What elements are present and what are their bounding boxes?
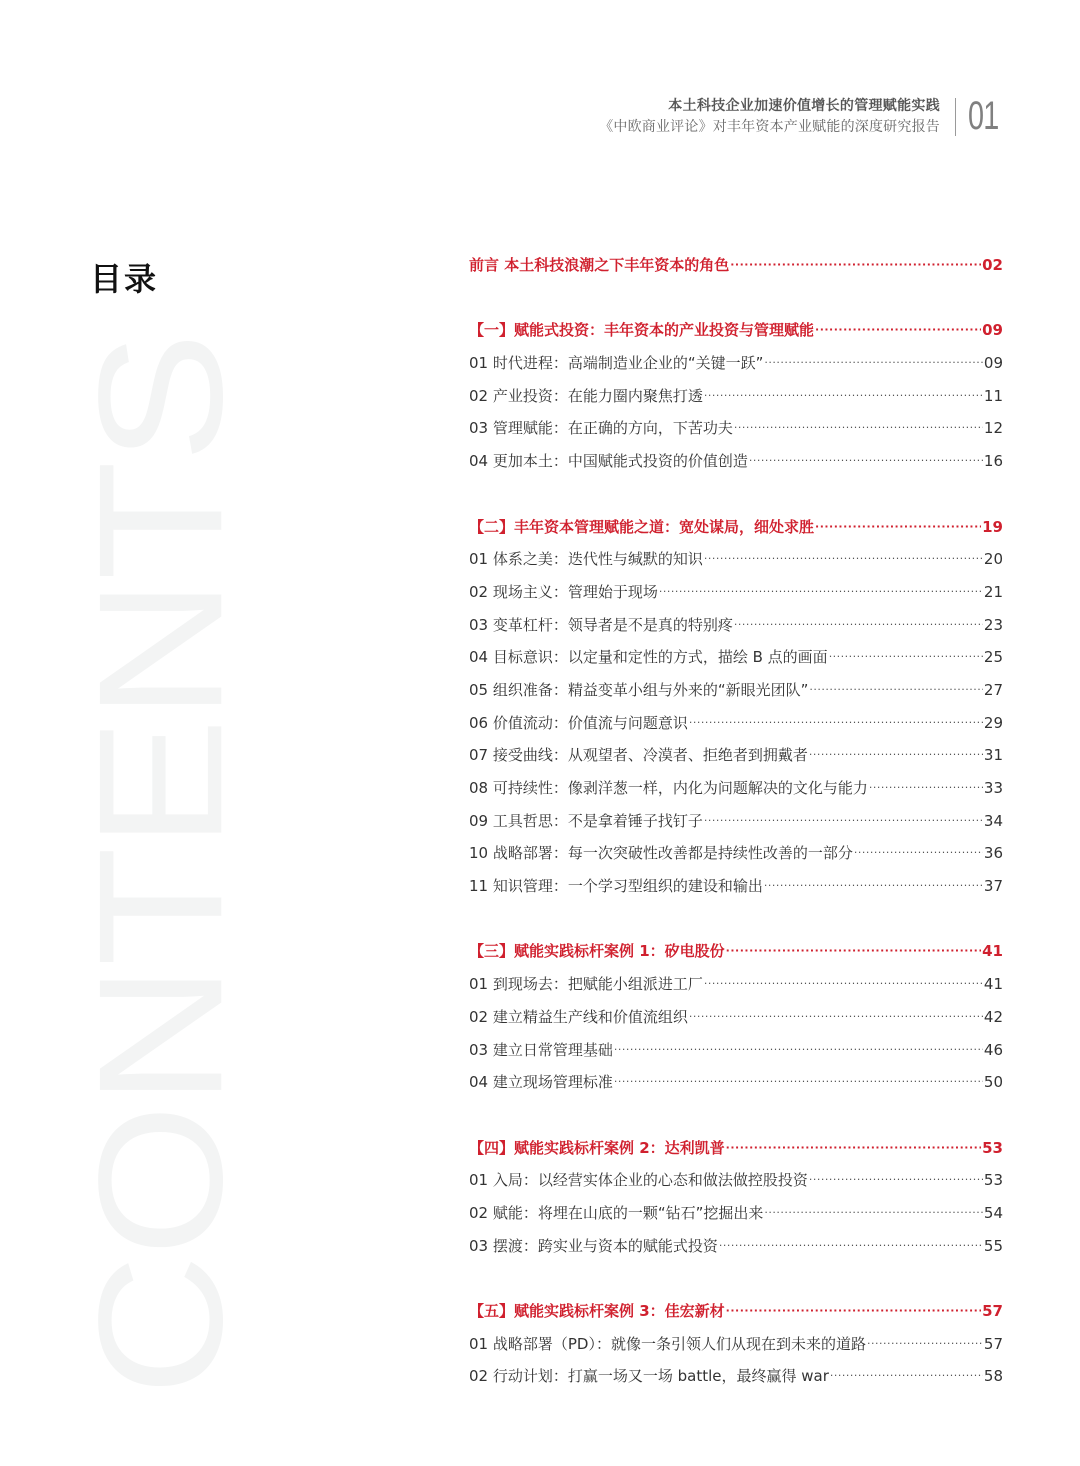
toc-entry-label: 06 价值流动：价值流与问题意识 — [469, 713, 688, 732]
toc-item[interactable] — [469, 1039, 1003, 1072]
toc-entry-page: 19 — [982, 517, 1003, 536]
dot-leader — [734, 421, 983, 434]
dot-leader — [815, 520, 981, 533]
toc-entry-label: 03 管理赋能：在正确的方向，下苦功夫 — [469, 419, 733, 438]
toc-chapter-3[interactable] — [469, 940, 1003, 973]
toc-entry-page: 50 — [983, 1073, 1003, 1092]
toc-entry-page: 09 — [983, 354, 1003, 373]
toc-item[interactable] — [469, 842, 1003, 875]
toc-entry-label: 前言 本土科技浪潮之下丰年资本的角色 — [469, 256, 730, 274]
toc-entry-label: 02 产业投资：在能力圈内聚焦打透 — [469, 386, 703, 405]
toc-entry-label: 05 组织准备：精益变革小组与外来的“新眼光团队” — [469, 680, 809, 699]
page-header — [0, 96, 1080, 138]
report-subtitle: 《中欧商业评论》对丰年资本产业赋能的深度研究报告 — [599, 119, 940, 135]
toc-chapter-4[interactable] — [469, 1137, 1003, 1170]
toc-entry-page: 16 — [983, 452, 1003, 471]
toc-entry-page: 27 — [983, 680, 1003, 699]
toc-entry-label: 【一】赋能式投资：丰年资本的产业投资与管理赋能 — [469, 321, 815, 340]
toc-entry-page: 42 — [983, 1007, 1003, 1026]
report-title: 本土科技企业加速价值增长的管理赋能实践 — [668, 98, 940, 114]
toc-entry-label: 10 战略部署：每一次突破性改善都是持续性改善的一部分 — [469, 844, 853, 863]
dot-leader — [854, 846, 983, 859]
dot-leader — [689, 1010, 983, 1023]
toc-entry-page: 54 — [983, 1203, 1003, 1222]
toc-entry-label: 04 更加本土：中国赋能式投资的价值创造 — [469, 452, 748, 471]
toc-item[interactable] — [469, 385, 1003, 418]
toc-chapter-2[interactable] — [469, 516, 1003, 549]
toc-item[interactable] — [469, 777, 1003, 810]
toc-entry-page: 37 — [983, 877, 1003, 896]
toc-entry-label: 04 目标意识：以定量和定性的方式，描绘 B 点的画面 — [469, 648, 828, 667]
dot-leader — [734, 618, 983, 631]
header-text-block — [599, 96, 940, 138]
toc-entry-page: 20 — [983, 550, 1003, 569]
dot-leader — [764, 879, 983, 892]
toc-entry-page: 31 — [983, 746, 1003, 765]
dot-leader — [730, 258, 981, 271]
toc-entry-page: 23 — [983, 615, 1003, 634]
dot-leader — [764, 1206, 983, 1219]
toc-item[interactable] — [469, 1169, 1003, 1202]
dot-leader — [869, 781, 983, 794]
toc-item[interactable] — [469, 744, 1003, 777]
toc-entry-label: 02 建立精益生产线和价值流组织 — [469, 1007, 688, 1026]
dot-leader — [749, 454, 983, 467]
toc-entry-page: 02 — [982, 256, 1003, 274]
toc-entry-page: 33 — [983, 779, 1003, 797]
toc-entry-page: 12 — [983, 419, 1003, 438]
toc-item[interactable] — [469, 450, 1003, 483]
toc-entry-page: 46 — [983, 1040, 1003, 1059]
toc-item[interactable] — [469, 973, 1003, 1006]
page-number: 01 — [968, 94, 999, 138]
dot-leader — [689, 716, 983, 729]
toc-item[interactable] — [469, 1006, 1003, 1039]
toc-entry-page: 21 — [983, 582, 1003, 601]
dot-leader — [726, 1141, 981, 1154]
dot-leader — [704, 814, 983, 827]
toc-entry-page: 41 — [983, 975, 1003, 994]
dot-leader — [704, 552, 983, 565]
toc-entry-label: 07 接受曲线：从观望者、冷漠者、拒绝者到拥戴者 — [469, 746, 808, 765]
toc-item[interactable] — [469, 352, 1003, 385]
dot-leader — [809, 748, 983, 761]
toc-item[interactable] — [469, 679, 1003, 712]
toc-entry-page: 09 — [982, 321, 1003, 340]
dot-leader — [829, 650, 983, 663]
toc-entry-label: 03 变革杠杆：领导者是不是真的特别疼 — [469, 615, 733, 634]
toc-entry-label: 03 建立日常管理基础 — [469, 1040, 613, 1059]
toc-entry-label: 02 现场主义：管理始于现场 — [469, 582, 658, 601]
table-of-contents — [469, 254, 1003, 1398]
toc-entry-label: 01 时代进程：高端制造业企业的“关键一跃” — [469, 354, 764, 373]
toc-item[interactable] — [469, 810, 1003, 843]
toc-entry-page: 58 — [983, 1367, 1003, 1386]
dot-leader — [815, 323, 981, 336]
dot-leader — [659, 585, 983, 598]
toc-item[interactable] — [469, 1202, 1003, 1235]
toc-entry-label: 02 赋能：将埋在山底的一颗“钻石”挖掘出来 — [469, 1203, 764, 1222]
toc-entry-page: 41 — [982, 942, 1003, 961]
toc-entry-label: 03 摆渡：跨实业与资本的赋能式投资 — [469, 1236, 718, 1255]
toc-item[interactable] — [469, 614, 1003, 647]
toc-entry-page: 34 — [983, 811, 1003, 830]
toc-entry-label: 02 行动计划：打赢一场又一场 battle，最终赢得 war — [469, 1367, 829, 1386]
dot-leader — [830, 1369, 983, 1382]
toc-item[interactable] — [469, 875, 1003, 908]
toc-item[interactable] — [469, 581, 1003, 614]
toc-item[interactable] — [469, 712, 1003, 745]
dot-leader — [809, 683, 983, 696]
toc-entry-page: 29 — [983, 713, 1003, 732]
toc-chapter-1[interactable] — [469, 319, 1003, 352]
dot-leader — [726, 1304, 981, 1317]
toc-item[interactable] — [469, 548, 1003, 581]
toc-entry-page: 53 — [982, 1138, 1003, 1157]
header-divider — [955, 98, 956, 136]
toc-entry-label: 11 知识管理：一个学习型组织的建设和输出 — [469, 877, 763, 896]
toc-entry-label: 04 建立现场管理标准 — [469, 1073, 613, 1092]
toc-entry-label: 01 入局：以经营实体企业的心态和做法做控股投资 — [469, 1171, 808, 1190]
toc-item[interactable] — [469, 1333, 1003, 1366]
dot-leader — [726, 944, 981, 957]
toc-entry-label: 08 可持续性：像剥洋葱一样，内化为问题解决的文化与能力 — [469, 779, 868, 797]
toc-entry-label: 【四】赋能实践标杆案例 2：达利凯普 — [469, 1138, 725, 1157]
toc-entry-label: 【五】赋能实践标杆案例 3：佳宏新材 — [469, 1302, 725, 1320]
dot-leader — [764, 356, 983, 369]
toc-entry-label: 09 工具哲思：不是拿着锤子找钉子 — [469, 811, 703, 830]
toc-entry-page: 25 — [983, 648, 1003, 667]
dot-leader — [614, 1075, 983, 1088]
toc-chapter-5[interactable] — [469, 1300, 1003, 1333]
dot-leader — [704, 389, 983, 402]
toc-item[interactable] — [469, 1235, 1003, 1268]
toc-item[interactable] — [469, 417, 1003, 450]
toc-entry-page: 53 — [983, 1171, 1003, 1190]
dot-leader — [809, 1173, 983, 1186]
toc-item[interactable] — [469, 646, 1003, 679]
contents-watermark — [62, 334, 260, 1396]
dot-leader — [719, 1239, 983, 1252]
toc-entry-page: 11 — [983, 386, 1003, 405]
toc-entry-page: 36 — [983, 844, 1003, 863]
toc-item[interactable] — [469, 1365, 1003, 1398]
toc-entry-label: 01 战略部署（PD）：就像一条引领人们从现在到未来的道路 — [469, 1334, 866, 1353]
toc-entry-label: 01 到现场去：把赋能小组派进工厂 — [469, 975, 703, 994]
toc-preface[interactable] — [469, 254, 1003, 287]
watermark-text: CONTENTS — [62, 334, 260, 1396]
dot-leader — [614, 1043, 983, 1056]
dot-leader — [704, 977, 983, 990]
toc-entry-page: 55 — [983, 1236, 1003, 1255]
toc-entry-page: 57 — [983, 1334, 1003, 1353]
toc-entry-label: 【三】赋能实践标杆案例 1：矽电股份 — [469, 942, 725, 961]
toc-entry-label: 【二】丰年资本管理赋能之道：宽处谋局，细处求胜 — [469, 517, 815, 536]
toc-entry-page: 57 — [982, 1302, 1003, 1320]
toc-item[interactable] — [469, 1071, 1003, 1104]
toc-entry-label: 01 体系之美：迭代性与缄默的知识 — [469, 550, 703, 569]
dot-leader — [867, 1337, 983, 1350]
toc-heading: 目录 — [90, 260, 159, 298]
